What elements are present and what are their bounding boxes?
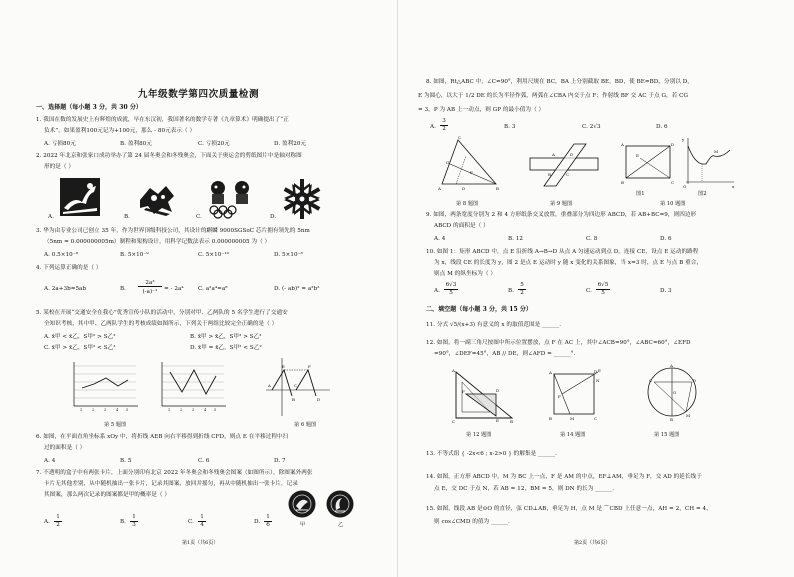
q7-c-numerator: 1 [198, 514, 206, 522]
q8-option-b: B. 3 [504, 124, 516, 130]
paralympics-emblem-card [326, 490, 354, 518]
q15-line2: 则 cos∠CMD 的值为 ______. [434, 519, 510, 525]
figure15-caption: 第 15 题图 [654, 432, 680, 438]
svg-text:F: F [462, 389, 465, 394]
svg-text:A: A [549, 370, 552, 375]
q13-stem: 13. 不等式组 { -2x<6 ; x-2>0 } 的解集是 ______. [426, 451, 557, 457]
q10-option-b-label: B. [508, 288, 514, 294]
svg-text:M: M [686, 413, 691, 418]
svg-text:B: B [292, 397, 295, 402]
q8-triangle-figure [436, 136, 502, 192]
svg-text:A: A [552, 152, 555, 157]
q10-option-a-label: A. [434, 288, 440, 294]
figure12-caption: 第 12 题图 [466, 432, 492, 438]
figure5-caption: 第 5 题图 [104, 422, 127, 428]
q10-line3: 则点 M 的纵坐标为（ ） [434, 271, 497, 277]
q7-line1: 7. 不透明的盒子中有两张卡片，上面分别印有北京 2022 年冬奥会和冬残奥会图案（如图所示），除图案外两张 [36, 470, 313, 476]
q10-b-numerator: 5 [518, 282, 526, 290]
q10-option-d: D. 3 [660, 288, 672, 294]
svg-text:C: C [649, 378, 653, 383]
q7-a-numerator: 1 [54, 514, 62, 522]
page-footer-right: 第2页（共6页） [574, 540, 611, 546]
q14-line1: 14. 如图，正方形 ABCD 中，M 为 BC 上一点，F 是 AM 的中点，EF⊥AM，垂足为 F，交 AD 的延长线于 [426, 474, 702, 480]
q15-circle-figure [642, 362, 702, 422]
svg-text:1: 1 [80, 408, 83, 412]
svg-text:D: D [594, 369, 598, 374]
svg-text:5: 5 [126, 408, 129, 412]
papercut-d-snowflake-image [280, 178, 324, 220]
q8-option-a-label: A. [430, 124, 436, 130]
q7-option-d-label: D. [254, 519, 261, 525]
q12-line1: 12. 如图，将一副三角尺按图中所示位置摆放，点 F 在 AC 上，其中∠ACB=90°，∠ABC=60°，∠EFD [426, 340, 691, 346]
svg-text:B: B [510, 419, 513, 424]
svg-text:5: 5 [214, 408, 217, 412]
q9-crossing-strips-figure [526, 142, 602, 188]
svg-text:D: D [693, 378, 697, 383]
q6-option-c: C. 6 [198, 458, 210, 464]
svg-text:x: x [732, 184, 735, 189]
q3-option-a: A. 0.5×10⁻⁸ [44, 252, 79, 258]
svg-text:B: B [670, 417, 673, 422]
q1-line1: 1. 我国在数的发展史上有辉煌的成就，早在东汉初，我国著名的数学专著《九章算术》明确提出了“正 [36, 117, 289, 123]
q1-option-d: D. 盈利20元 [274, 141, 307, 147]
q3-line2: （5nm = 0.000000005m）制程和架构设计，用科学记数法表示 0.000000005 为（ ） [44, 239, 271, 245]
q4-option-c: C. a²a⁴=a⁸ [198, 286, 228, 292]
svg-text:C: C [452, 419, 456, 424]
q3-line1: 3. 华为由专业公司已创立 35 年，作为世界顶级科技公司，其设计的麒麟 9000SGSoC 芯片拥有领先的 5nm [36, 228, 310, 234]
svg-text:E: E [598, 368, 601, 373]
q9-option-b: B. 12 [508, 236, 524, 242]
svg-text:4: 4 [116, 408, 119, 412]
svg-text:D: D [671, 142, 675, 147]
svg-text:C: C [294, 383, 298, 388]
svg-text:C: C [566, 172, 570, 177]
q5-option-b: B. x̄甲 > x̄乙，S甲² > S乙² [190, 334, 262, 340]
q9-option-c: C. 8 [586, 236, 598, 242]
q8-line2: E 为圆心，以大于 1/2 DE 的长为半径作弧，两弧在∠CBA 内交于点 F；作射线 BF 交 AC 于点 G，若 CG [418, 93, 688, 99]
q6-option-a: A. 4 [44, 458, 56, 464]
svg-text:A: A [268, 383, 271, 388]
q3-option-d: D. 5×10⁻⁸ [274, 252, 303, 258]
q6-option-b: B. 5 [120, 458, 132, 464]
card-label-jia: 甲 [300, 522, 306, 528]
svg-text:E: E [282, 364, 285, 369]
svg-text:3: 3 [192, 408, 195, 412]
svg-text:F: F [308, 364, 311, 369]
q1-option-a: A. 亏损80元 [44, 141, 76, 147]
q9-option-a: A. 4 [434, 236, 446, 242]
q7-option-b-label: B. [120, 519, 126, 525]
q2-line2: 形的是（ ） [44, 164, 75, 170]
svg-text:A: A [452, 368, 455, 373]
q8-line1: 8. 如图，Rt△ABC 中，∠C=90°，利用尺规在 BC，BA 上分别截取 BE，BD，使 BE=BD，分别以 D， [426, 79, 693, 85]
svg-text:B: B [548, 172, 551, 177]
svg-text:1: 1 [168, 408, 171, 412]
svg-text:O: O [673, 390, 677, 395]
svg-text:M: M [714, 149, 719, 154]
q4-b-numerator: 2a³ [138, 280, 162, 287]
q4-stem: 4. 下列运算正确的是（ ） [36, 265, 102, 271]
q14-square-figure [548, 368, 602, 422]
svg-text:E: E [496, 418, 499, 423]
q7-b-numerator: 1 [130, 514, 138, 522]
svg-text:D: D [317, 397, 321, 402]
exam-title: 九年级数学第四次质量检测 [137, 89, 260, 100]
q4-b-tail: = - 2a⁴ [164, 286, 184, 292]
q1-line2: 负术”。如果盈利100元记为+100元，那么 - 80元表示（ ） [44, 128, 196, 134]
svg-text:2: 2 [92, 408, 95, 412]
q2-option-c: C. [196, 214, 202, 220]
svg-text:B: B [549, 416, 552, 421]
svg-text:D: D [462, 186, 466, 191]
q10-option-c-label: C. [586, 288, 592, 294]
q10-b-denominator: 2 [520, 290, 524, 296]
svg-text:B: B [621, 180, 624, 185]
svg-text:O: O [683, 184, 687, 189]
q6-coordinate-figure [262, 356, 332, 418]
q7-option-a-label: A. [44, 519, 50, 525]
q10-line1: 10. 如图 1：矩形 ABCD 中，点 E 沿折线 A→B→D 从点 A 匀速运动到点 D，连接 CE，设点 E 运动的路程 [426, 249, 699, 255]
q8-option-c: C. 2√3 [582, 124, 601, 130]
papercut-b-image [136, 180, 178, 218]
q5-line1: 5. 某校在开展“交通安全在我心”优秀宣传小队的活动中，分别对甲、乙两队的 5 名学生进行了交通安 [36, 310, 288, 316]
figure9-caption: 第 9 题图 [550, 201, 573, 207]
q2-line1: 2. 2022 年北京和张家口成功举办了第 24 届冬奥会和冬残奥会，下面关于奥运会的剪纸图片中是轴对称图 [36, 153, 302, 159]
q15-line1: 15. 如图，线段 AB 是⊙O 的直径，弦 CD⊥AB，垂足为 H，点 M 是 ⌒CBD 上任意一点，AH = 2，CH = 4， [426, 506, 712, 512]
figure10-label-1: 图1 [636, 191, 645, 197]
q10-line2: 为 x，线段 CE 的长度为 y，图 2 是点 E 运动时 y 随 x 变化的关系图象，当 x=3 时，点 E 与点 B 重合， [434, 260, 703, 266]
q7-line3: 其图案，那么两次记录的图案都是甲的概率是（ ） [44, 492, 170, 498]
svg-text:C: C [594, 416, 598, 421]
q6-line1: 6. 如图，在平面直角坐标系 xOy 中，将折线 AEB 向右平移得到折线 CFD，则点 E 在平移过程中扫 [36, 434, 289, 440]
q12-line2: =90°，∠DEF=45°，AB // DE，则∠AFD = ______°. [434, 351, 576, 357]
q9-line1: 9. 如图，两条宽度分别为 2 和 4 方形纸条交叉放置，重叠部分为四边形 ABCD，若 AB+BC=9，则四边形 [426, 212, 697, 218]
figure10-caption: 第 10 题图 [660, 201, 686, 207]
q10-function-graph [680, 136, 736, 190]
q2-option-d: D. [270, 214, 277, 220]
svg-text:D: D [570, 152, 574, 157]
svg-text:F: F [558, 394, 561, 399]
q8-line3: = 3，P 为 AB 上一动点，则 GP 的最小值为（ ） [418, 107, 545, 113]
papercut-c-image [204, 178, 256, 220]
q6-line2: 过的面积是（ ） [44, 445, 86, 451]
q7-option-c-label: C. [188, 519, 194, 525]
q2-option-b: B. [124, 214, 130, 220]
svg-text:C: C [671, 180, 675, 185]
svg-text:y: y [682, 137, 685, 142]
svg-text:A: A [438, 186, 441, 191]
q1-option-b: B. 盈利80元 [120, 141, 152, 147]
q5-line2: 全知识考核，其中甲、乙两队学生的考核成绩如图所示，下列关于两组比较完全正确的是（ ） [44, 321, 278, 327]
svg-text:3: 3 [104, 408, 107, 412]
svg-text:2: 2 [180, 408, 183, 412]
q10-rectangle-figure [620, 140, 676, 188]
q7-line2: 卡片无其他差别，从中随机抽出一张卡片，记录其图案，放回并摇匀，再从中随机抽出一张卡片，记录 [44, 481, 298, 487]
card-label-yi: 乙 [338, 522, 344, 528]
papercut-a-image [60, 178, 100, 216]
q11-stem: 11. 分式 √5/(x+3) 有意义的 x 的取值范围是 ______. [426, 322, 562, 328]
svg-text:B: B [496, 186, 499, 191]
q6-option-d: D. 7 [274, 458, 286, 464]
q9-line2: ABCD 的面积是（ ） [434, 223, 489, 229]
q14-line2: 点 E，交 DC 于点 N，若 AB = 12，BM = 5，则 DN 的长为 ______. [434, 486, 615, 492]
svg-text:D: D [496, 388, 500, 393]
q7-a-denominator: 2 [56, 522, 60, 528]
q7-d-numerator: 1 [264, 514, 272, 522]
q10-a-denominator: 5 [449, 290, 453, 296]
svg-text:N: N [596, 378, 600, 383]
winter-olympics-emblem-card [288, 490, 316, 518]
page-footer-left: 第1页（共6页） [182, 540, 219, 546]
q2-option-a: A. [48, 214, 54, 220]
q10-c-denominator: 5 [601, 290, 605, 296]
q3-option-b: B. 5×10⁻⁹ [120, 252, 149, 258]
q8-option-d: D. 6 [656, 124, 668, 130]
q5-chart-jia [64, 358, 142, 414]
q8-a-numerator: 3 [440, 118, 448, 126]
figure14-caption: 第 14 题图 [560, 432, 586, 438]
q5-option-c: C. x̄甲 > x̄乙，S甲² < S乙² [44, 345, 116, 351]
svg-text:A: A [670, 363, 673, 368]
figure6-caption: 第 6 题图 [294, 422, 317, 428]
q4-b-denominator: (-a)⁻¹ [142, 289, 158, 295]
section-fill-heading: 二、填空题（每小题 3 分，共 15 分） [426, 306, 532, 313]
q1-option-c: C. 亏损20元 [198, 141, 230, 147]
figure10-label-2: 图2 [698, 191, 707, 197]
svg-text:G: G [446, 160, 450, 165]
q4-option-b-label: B. [120, 286, 126, 292]
q10-a-numerator: 6√3 [445, 282, 457, 288]
q7-d-denominator: 6 [266, 522, 270, 528]
figure8-caption: 第 8 题图 [456, 201, 479, 207]
q7-c-denominator: 4 [200, 522, 204, 528]
q4-option-d: D. (- ab)² = a²b² [274, 286, 320, 292]
q9-option-d: D. 6 [660, 236, 672, 242]
q12-triangle-rulers-figure [452, 368, 516, 424]
svg-text:F: F [470, 170, 473, 175]
svg-text:A: A [621, 142, 624, 147]
q7-b-denominator: 3 [132, 522, 136, 528]
section-choice-heading: 一、选择题（每小题 3 分，共 30 分） [36, 104, 142, 111]
q5-option-d: D. x̄甲 = x̄乙，S甲² < S乙² [190, 345, 262, 351]
svg-text:4: 4 [204, 408, 207, 412]
exam-page-right [397, 0, 794, 577]
q8-a-denominator: 2 [442, 126, 446, 132]
svg-text:M: M [570, 416, 575, 421]
q4-option-a: A. 2a+3b=5ab [44, 286, 87, 292]
svg-text:E: E [636, 153, 639, 158]
q3-option-c: C. 5×10⁻¹⁰ [198, 252, 229, 258]
q5-chart-yi [152, 358, 230, 414]
q10-c-numerator: 6√5 [597, 282, 609, 288]
q5-option-a: A. x̄甲 < x̄乙，S甲² > S乙² [44, 334, 116, 340]
svg-text:C: C [458, 136, 462, 140]
